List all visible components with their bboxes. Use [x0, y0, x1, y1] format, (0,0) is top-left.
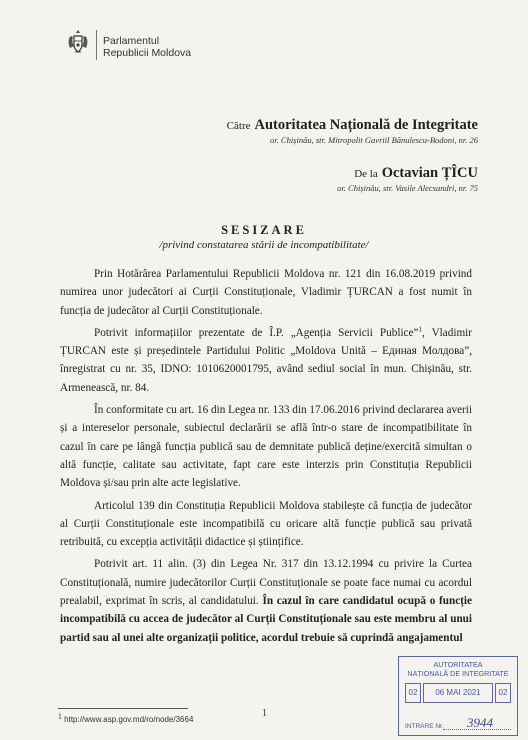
document-body — [60, 265, 472, 651]
footnote — [58, 715, 193, 724]
paragraph-5 — [60, 555, 472, 646]
sender-name: Octavian ȚÎCU — [381, 165, 478, 181]
logo-divider — [96, 30, 97, 60]
stamp-intake-number: 3944 — [467, 715, 493, 730]
stamp-right-code: 02 — [495, 683, 511, 703]
paragraph-2-start: Potrivit informațiilor prezentate de Î.P. „Agenția Servicii Publice” — [94, 326, 419, 339]
footnote-divider — [58, 708, 188, 709]
footnote-reference: 1 — [418, 325, 422, 334]
paragraph-2-end: , Vladimir ȚURCAN este și președintele Partidului Politic „Moldova Unită – Единая Молдова”, înregistrat cu nr. 35, IDNO: 1010620001795, având sediul social în mun. Chișinău, str. Armenească, nr. 84. — [60, 326, 472, 394]
stamp-date-row — [399, 683, 517, 705]
paragraph-4: Articolul 139 din Constituția Republicii Moldova stabilește că funcția de judecător al Curții Constituționale este incompatibilă cu oricare altă funcție publică sau privată retribuită, cu excepția activității didactice și științifice. — [60, 499, 472, 549]
stamp-date: 06 MAI 2021 — [423, 683, 493, 703]
paragraph-1: Prin Hotărârea Parlamentului Republicii Moldova nr. 121 din 16.08.2019 privind numirea unor judecători ai Curții Constituționale, Vladimir ȚURCAN a fost numit în funcția de judecător al Curții Constituționale. — [60, 268, 472, 317]
stamp-authority: AUTORITATEA — [433, 660, 483, 669]
footnote-marker: 1 — [58, 713, 62, 721]
document-title: SESIZARE — [221, 223, 307, 237]
page-number: 1 — [262, 708, 267, 719]
sender-block — [337, 164, 478, 193]
registration-stamp — [398, 656, 518, 736]
sender-address: or. Chișinău, str. Vasile Alecsandri, nr. 75 — [337, 183, 478, 193]
parliament-name: Parlamentul — [103, 35, 160, 47]
parliament-country: Republicii Moldova — [103, 47, 192, 59]
footnote-link[interactable]: http://www.asp.gov.md/ro/node/3664 — [64, 715, 194, 724]
stamp-left-code: 02 — [405, 683, 421, 703]
recipient-prefix: Către — [226, 120, 251, 132]
sender-prefix: De la — [354, 168, 378, 180]
document-subtitle: /privind constatarea stării de incompatibilitate/ — [159, 239, 369, 251]
stamp-authority-full: NAȚIONALĂ DE INTEGRITATE — [407, 669, 509, 678]
paragraph-3: În conformitate cu art. 16 din Legea nr. 133 din 17.06.2016 privind declararea averii și a intereselor personale, subiectul declarării se află într-o stare de incompatibilitate în cazul în care pe lângă funcția publică sau de demnitate publică deține/exercită simultan o altă funcție, calitate sau activitate, fapt care este interzis prin Constituția Republicii Moldova și/sau prin alte acte legislative. — [60, 404, 472, 490]
stamp-intake-label: INTRARE Nr. — [405, 723, 444, 730]
recipient-name: Autoritatea Națională de Integritate — [254, 117, 478, 133]
paragraph-2 — [60, 324, 472, 397]
recipient-address: or. Chișinău, str. Mitropolit Gavriil Bănulescu-Bodoni, nr. 26 — [270, 135, 478, 145]
paragraph-5-bold: În cazul în care candidatul ocupă o funcție incompatibilă cu accea de judecător al Curții Constituționale sau este membru al unui partid sau al unei alte organizații politice, acordul trebuie să cuprindă angajamentul — [60, 595, 472, 644]
paragraph-5-start: Potrivit art. 11 alin. (3) din Legea Nr. 317 din 13.12.1994 cu privire la Curtea Constituțională, numire judecătorilor Curții Constituționale se poate face numai cu acordul prealabil, exprimat în scris, al candidatului. — [60, 558, 472, 608]
coat-of-arms-icon — [66, 28, 90, 56]
recipient-block — [227, 116, 478, 145]
